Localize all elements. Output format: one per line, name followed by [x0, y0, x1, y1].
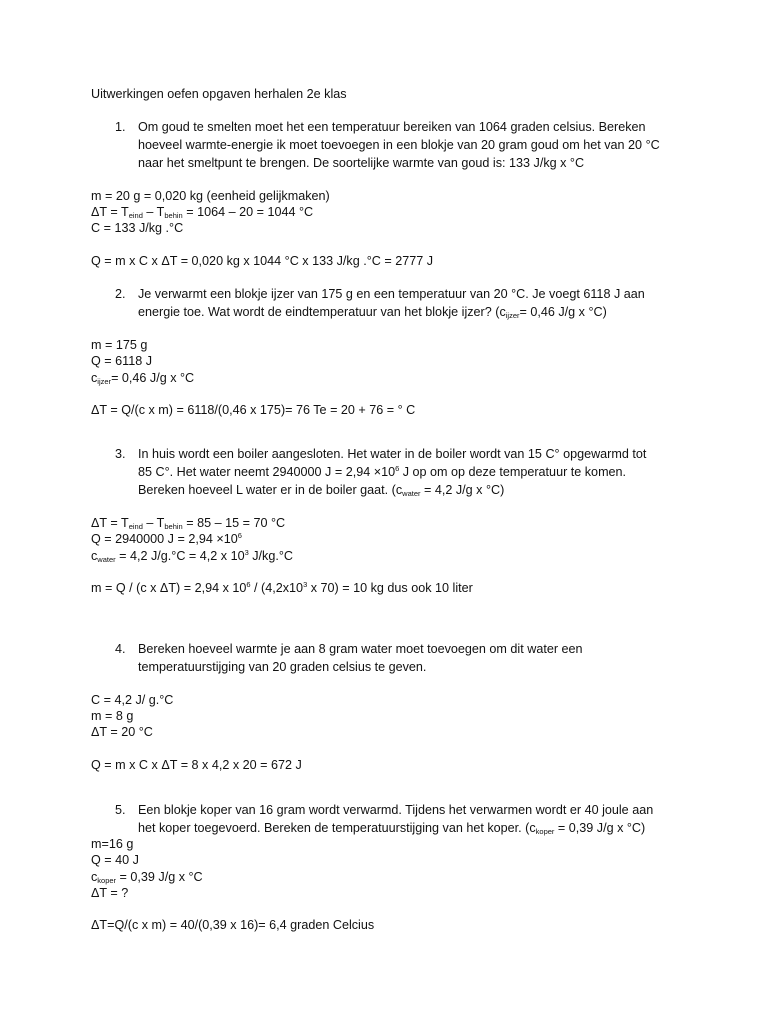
q1-delta-t: $\Delta T = T_{eind} - T_{behin} = 1064 - 20 = 1044$ °C: [91, 205, 314, 220]
q5-mass: m=16 g: [91, 837, 134, 851]
q5-answer: ΔT=Q/(c x m) = 40/(0,39 x 16)= 6,4 graden Celcius: [91, 918, 375, 932]
q5-specific-heat: $c_{koper} = 0,39$ J/g x °C: [91, 870, 203, 885]
question-4-number: 4.: [115, 642, 126, 656]
q2-specific-heat: $c_{ijzer}= 0,46$ J/g x °C: [91, 371, 195, 386]
q1-specific-heat: C = 133 J/kg .°C: [91, 221, 184, 235]
question-3-number: 3.: [115, 447, 126, 461]
q2-mass: m = 175 g: [91, 338, 148, 352]
question-1-line-1: Om goud te smelten moet het een temperatuur bereiken van 1064 graden celsius. Bereken: [138, 120, 646, 134]
q5-delta-t: ΔT = ?: [91, 886, 129, 900]
question-1-line-2: hoeveel warmte-energie ik moet toevoegen in een blokje van 20 gram goud om het van 20 °C: [138, 138, 660, 152]
question-3-line-2: 85 C°. Het water neemt 2940000 $J = 2,94 \times 10^6$ J op om op deze temperatuur te komen.: [138, 464, 627, 479]
question-5-line-1: Een blokje koper van 16 gram wordt verwarmd. Tijdens het verwarmen wordt er 40 joule aan: [138, 803, 654, 817]
q4-answer: Q = m x C x ΔT = 8 x 4,2 x 20 = 672 J: [91, 758, 302, 772]
question-5-number: 5.: [115, 803, 126, 817]
question-5-line-2: het koper toegevoerd. Bereken de temperatuurstijging van het koper. ($c_{koper} = 0,39$ J/g x °C): [138, 821, 646, 836]
q1-answer: Q = m x C x ΔT = 0,020 kg x 1044 °C x 133 J/kg .°C = 2777 J: [91, 254, 434, 268]
question-3-line-3: Bereken hoeveel L water er in de boiler gaat. ($c_{water} = 4,2$ J/g x °C): [138, 483, 505, 498]
q5-heat: Q = 40 J: [91, 853, 139, 867]
q2-answer: ΔT = Q/(c x m) = 6118/(0,46 x 175)= 76 Te = 20 + 76 = ° C: [91, 403, 416, 417]
question-3-line-1: In huis wordt een boiler aangesloten. Het water in de boiler wordt van 15 C° opgewarmd tot: [138, 447, 647, 461]
q4-specific-heat: C = 4,2 J/ g.°C: [91, 693, 174, 707]
q3-delta-t: $\Delta T = T_{eind} - T_{behin} = 85 - 15 = 70$ °C: [91, 516, 286, 531]
q4-mass: m = 8 g: [91, 709, 134, 723]
question-2-line-1: Je verwarmt een blokje ijzer van 175 g en een temperatuur van 20 °C. Je voegt 6118 J aan: [138, 287, 645, 301]
question-1-number: 1.: [115, 120, 126, 134]
question-4-line-2: temperatuurstijging van 20 graden celsius te geven.: [138, 660, 427, 674]
q3-heat: Q = 2940000 $J = 2,94 \times 10^6$: [91, 531, 242, 546]
q1-mass: m = 20 g = 0,020 kg (eenheid gelijkmaken): [91, 189, 330, 203]
question-2-line-2: energie toe. Wat wordt de eindtemperatuur van het blokje ijzer? ($c_{ijzer}= 0,46$ J/g x °C): [138, 305, 607, 320]
question-4-line-1: Bereken hoeveel warmte je aan 8 gram water moet toevoegen om dit water een: [138, 642, 583, 656]
question-2-number: 2.: [115, 287, 126, 301]
question-1-line-3: naar het smeltpunt te brengen. De soortelijke warmte van goud is: 133 J/kg x °C: [138, 156, 585, 170]
q4-delta-t: ΔT = 20 °C: [91, 725, 153, 739]
document-title: Uitwerkingen oefen opgaven herhalen 2e klas: [91, 87, 347, 101]
q2-heat: Q = 6118 J: [91, 354, 153, 368]
q3-answer: m = Q / (c x ΔT) = 2,94 x $10^6 / (4,2x10^3$ x 70) = 10 kg dus ook 10 liter: [91, 580, 473, 595]
q3-specific-heat: $c_{water} = 4,2$ J/g.°C = 4,2 x $10^3$ J/kg.°C: [91, 548, 293, 564]
